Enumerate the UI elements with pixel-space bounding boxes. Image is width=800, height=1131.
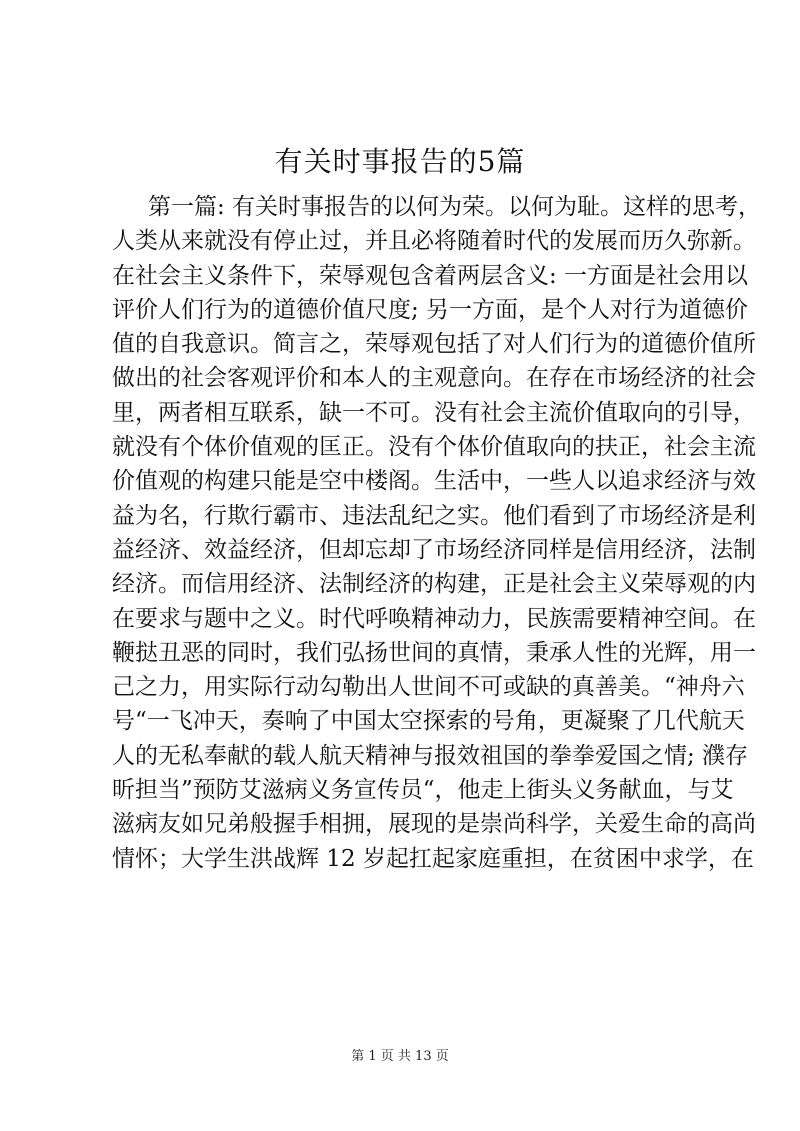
paragraph-line: 值的自我意识。简言之，荣辱观包括了对人们行为的道德价值所 <box>112 331 756 358</box>
paragraph-line: 益经济、效益经济，但却忘却了市场经济同样是信用经济，法制 <box>112 536 756 563</box>
paragraph-line: 经济。而信用经济、法制经济的构建，正是社会主义荣辱观的内 <box>112 571 756 598</box>
paragraph-line: 人类从来就没有停止过，并且必将随着时代的发展而历久弥新。 <box>112 228 756 255</box>
paragraph-line: 就没有个体价值观的匡正。没有个体价值取向的扶正，社会主流 <box>112 434 756 461</box>
page-footer: 第 1 页 共 13 页 <box>351 1049 449 1064</box>
paragraph-line: 价值观的构建只能是空中楼阁。生活中，一些人以追求经济与效 <box>112 468 756 495</box>
paragraph-line: 人的无私奉献的载人航天精神与报效祖国的拳拳爱国之情; 濮存 <box>112 742 749 769</box>
paragraph-line: 做出的社会客观评价和本人的主观意向。在存在市场经济的社会 <box>112 365 756 392</box>
paragraph-line: 己之力，用实际行动勾勒出人世间不可或缺的真善美。“神舟六 <box>112 674 745 701</box>
paragraph-line: 益为名，行欺行霸市、违法乱纪之实。他们看到了市场经济是利 <box>112 502 756 529</box>
paragraph-line: 号“一飞冲天，奏响了中国太空探索的号角，更凝聚了几代航天 <box>112 708 745 735</box>
paragraph-line: 滋病友如兄弟般握手相拥，展现的是崇尚科学，关爱生命的高尚 <box>112 811 756 838</box>
document-title: 有关时事报告的5篇 <box>274 145 526 178</box>
paragraph-line: 昕担当”预防艾滋病义务宣传员“，他走上街头义务献血，与艾 <box>112 777 734 804</box>
paragraph-line: 情怀；大学生洪战辉 12 岁起扛起家庭重担，在贫困中求学，在 <box>112 845 754 872</box>
document-body <box>112 190 762 876</box>
paragraph-line: 鞭挞丑恶的同时，我们弘扬世间的真情，秉承人性的光辉，用一 <box>112 639 756 666</box>
paragraph-line: 在要求与题中之义。时代呼唤精神动力，民族需要精神空间。在 <box>112 605 756 632</box>
paragraph-line: 在社会主义条件下，荣辱观包含着两层含义: 一方面是社会用以 <box>112 262 749 289</box>
paragraph-line: 里，两者相互联系，缺一不可。没有社会主流价值取向的引导， <box>112 399 756 426</box>
paragraph-line: 评价人们行为的道德价值尺度; 另一方面，是个人对行为道德价 <box>112 296 749 323</box>
paragraph-line: 第一篇: 有关时事报告的以何为荣。以何为耻。这样的思考， <box>148 194 762 220</box>
